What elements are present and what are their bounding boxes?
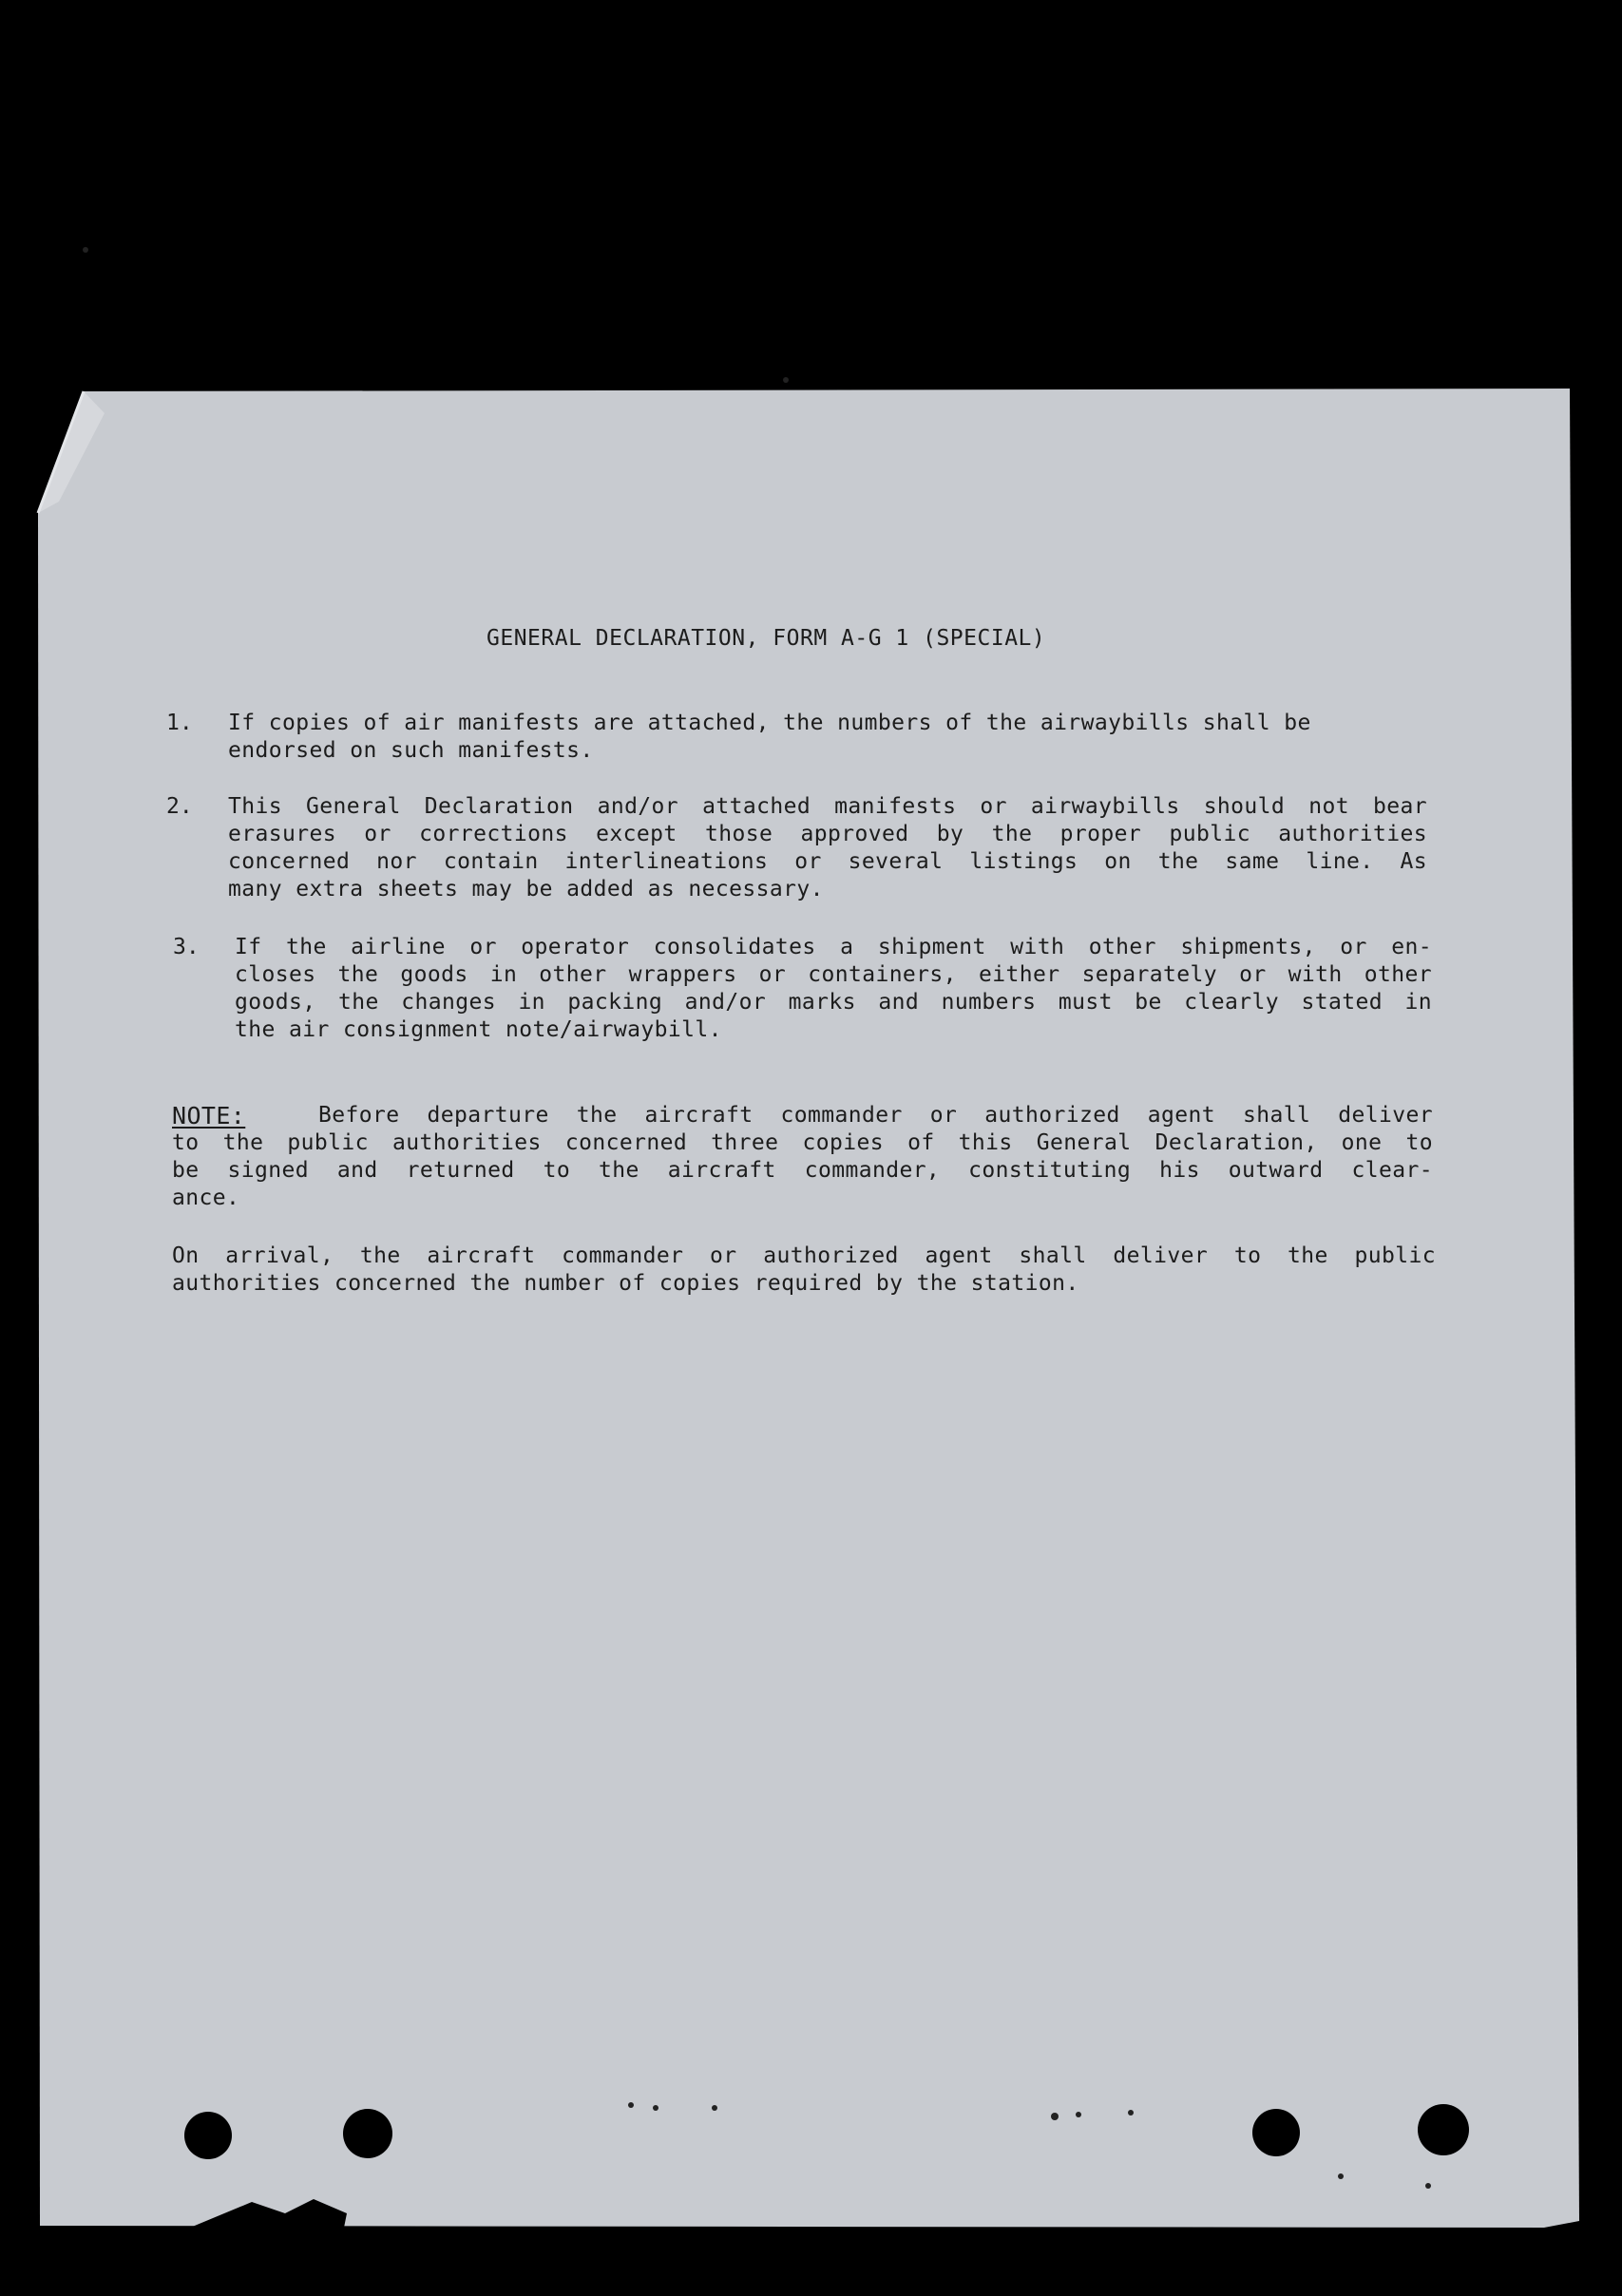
note-line: be signed and returned to the aircraft commander, constituting his outward clear-	[172, 1158, 1433, 1183]
item-line: This General Declaration and/or attached manifests or airwaybills should not bear	[228, 794, 1427, 819]
note-line: to the public authorities concerned three copies of this General Declaration, one to	[172, 1130, 1433, 1155]
item-line: the air consignment note/airwaybill.	[235, 1017, 722, 1042]
item-line: concerned nor contain interlineations or several listings on the same line. As	[228, 849, 1427, 874]
item-line: erasures or corrections except those approved by the proper public authorities	[228, 822, 1427, 846]
note-line: ance.	[172, 1186, 240, 1210]
note-line: Before departure the aircraft commander or authorized agent shall deliver	[318, 1103, 1433, 1128]
item-line: many extra sheets may be added as necessary.	[228, 877, 824, 901]
item-line: goods, the changes in packing and/or marks and numbers must be clearly stated in	[235, 990, 1432, 1015]
item-line: closes the goods in other wrappers or containers, either separately or with other	[235, 962, 1432, 987]
arrival-line: On arrival, the aircraft commander or authorized agent shall deliver to the public	[172, 1243, 1436, 1268]
document-title: GENERAL DECLARATION, FORM A-G 1 (SPECIAL)	[487, 626, 1046, 651]
item-line: endorsed on such manifests.	[228, 738, 594, 763]
item-number: 2.	[166, 794, 193, 819]
item-line: If the airline or operator consolidates a shipment with other shipments, or en-	[235, 935, 1432, 959]
item-number: 1.	[166, 711, 193, 735]
item-line: If copies of air manifests are attached, the numbers of the airwaybills shall be	[228, 711, 1311, 735]
item-number: 3.	[173, 935, 200, 959]
note-label: NOTE:	[172, 1102, 246, 1129]
arrival-line: authorities concerned the number of copies required by the station.	[172, 1271, 1079, 1296]
